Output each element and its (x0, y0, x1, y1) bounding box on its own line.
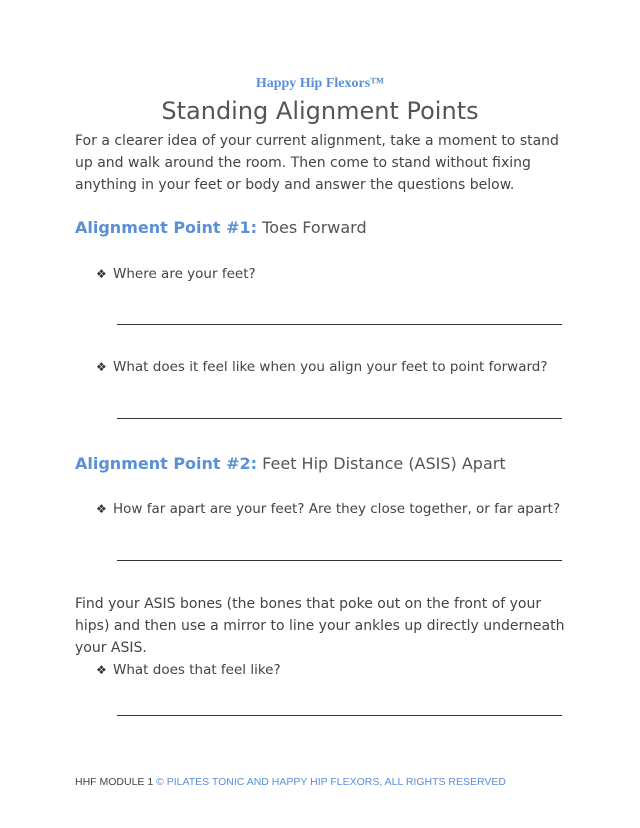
diamond-bullet-icon: ❖ (96, 267, 107, 281)
question-text: What does that feel like? (113, 662, 281, 678)
intro-paragraph: For a clearer idea of your current alignment, take a moment to stand up and walk around the room. Then come to stand without fixing anything in your feet or body and answer the questions below. (75, 133, 559, 193)
footer-copyright: © PILATES TONIC AND HAPPY HIP FLEXORS, ALL RIGHTS RESERVED (156, 776, 506, 788)
answer-line[interactable] (117, 715, 562, 716)
brand-name: Happy Hip Flexors™ (255, 76, 385, 91)
section-heading-2 (75, 454, 506, 473)
section-heading-1 (75, 218, 367, 237)
answer-line[interactable] (117, 560, 562, 561)
diamond-bullet-icon: ❖ (96, 502, 107, 516)
section-title: Feet Hip Distance (ASIS) Apart (262, 454, 506, 473)
footer-module: HHF MODULE 1 (75, 776, 154, 788)
question-item (96, 662, 281, 678)
section-title: Toes Forward (262, 218, 367, 237)
answer-line[interactable] (117, 324, 562, 325)
diamond-bullet-icon: ❖ (96, 360, 107, 374)
question-text: Where are your feet? (113, 266, 256, 282)
footer (75, 776, 506, 788)
section-label: Alignment Point #1: (75, 218, 258, 237)
section-label: Alignment Point #2: (75, 454, 258, 473)
page-title: Standing Alignment Points (161, 97, 479, 125)
question-item (96, 359, 548, 375)
diamond-bullet-icon: ❖ (96, 663, 107, 677)
question-item (96, 266, 256, 282)
asis-paragraph: Find your ASIS bones (the bones that poke out on the front of your hips) and then use a mirror to line your ankles up directly underneath your ASIS. (75, 596, 565, 656)
answer-line[interactable] (117, 418, 562, 419)
question-item (96, 501, 560, 517)
question-text: How far apart are your feet? Are they close together, or far apart? (113, 501, 561, 517)
question-text: What does it feel like when you align your feet to point forward? (113, 359, 548, 375)
